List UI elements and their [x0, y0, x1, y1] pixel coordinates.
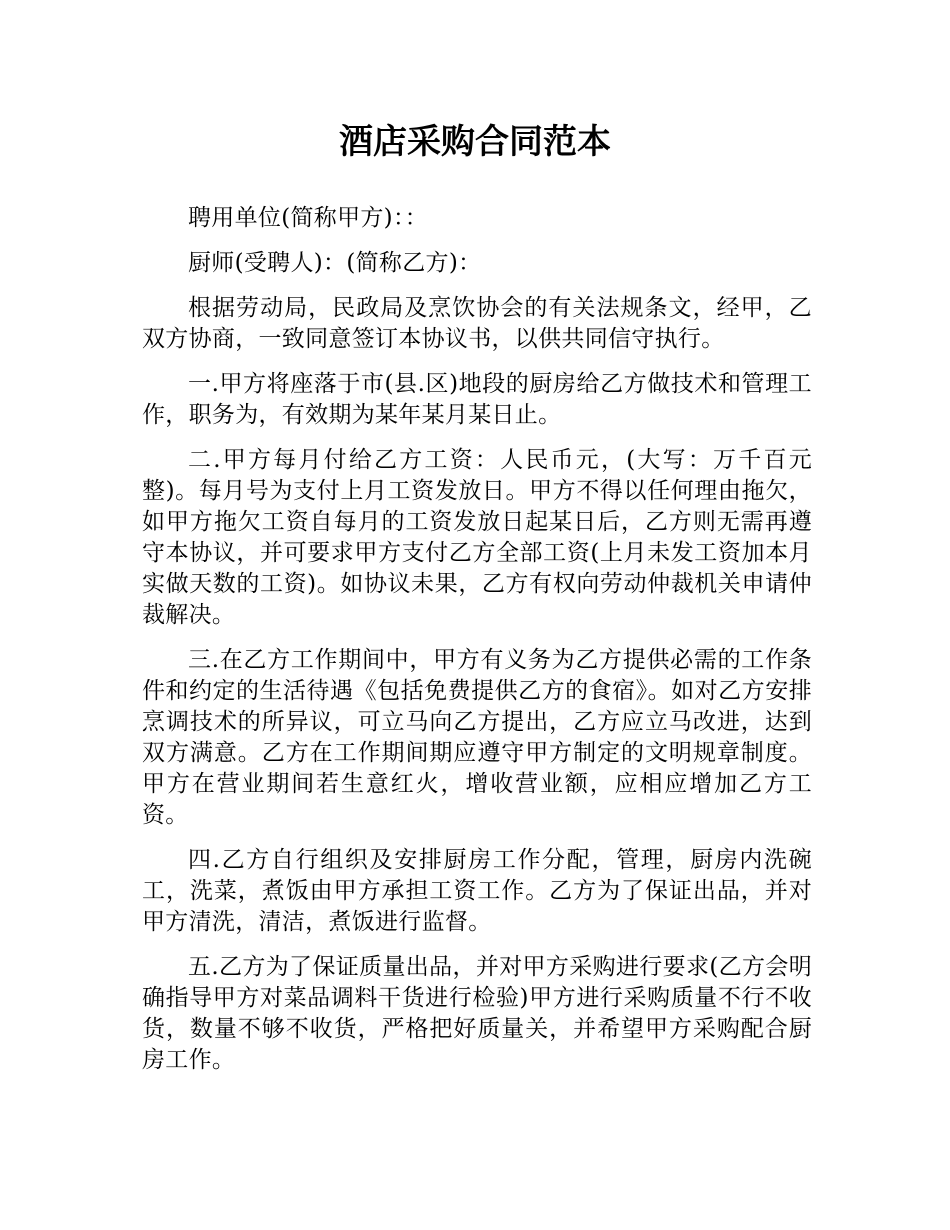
paragraph-clause-2: 二.甲方每月付给乙方工资：人民币元，(大写：万千百元整)。每月号为支付上月工资发放日。甲方不得以任何理由拖欠，如甲方拖欠工资自每月的工资发放日起某日后，乙方则无需再遵守本协议，并可要求甲方支付乙方全部工资(上月未发工资加本月实做天数的工资)。如协议未果，乙方有权向劳动仲裁机关申请仲裁解决。	[142, 447, 812, 628]
document-body	[142, 203, 812, 1090]
paragraph-preamble: 根据劳动局，民政局及烹饮协会的有关法规条文，经甲，乙双方协商，一致同意签订本协议书，以供共同信守执行。	[142, 295, 812, 352]
document-title: 酒店采购合同范本	[339, 122, 611, 162]
paragraph-clause-5: 五.乙方为了保证质量出品，并对甲方采购进行要求(乙方会明确指导甲方对菜品调料干货进行检验)甲方进行采购质量不行不收货，数量不够不收货，严格把好质量关，并希望甲方采购配合厨房工作。	[142, 954, 812, 1073]
paragraph-clause-3: 三.在乙方工作期间中，甲方有义务为乙方提供必需的工作条件和约定的生活待遇《包括免费提供乙方的食宿》。如对乙方安排烹调技术的所异议，可立马向乙方提出，乙方应立马改进，达到双方满意。乙方在工作期间期应遵守甲方制定的文明规章制度。甲方在营业期间若生意红火，增收营业额，应相应增加乙方工资。	[142, 647, 812, 828]
paragraph-chef: 厨师(受聘人)：(简称乙方)：	[188, 250, 482, 276]
paragraph-clause-1: 一.甲方将座落于市(县.区)地段的厨房给乙方做技术和管理工作，职务为，有效期为某年某月某日止。	[142, 371, 812, 428]
paragraph-employer: 聘用单位(简称甲方)：：	[188, 205, 429, 231]
paragraph-clause-4: 四.乙方自行组织及安排厨房工作分配，管理，厨房内洗碗工，洗菜，煮饭由甲方承担工资工作。乙方为了保证出品，并对甲方清洗，清洁，煮饭进行监督。	[142, 847, 812, 935]
